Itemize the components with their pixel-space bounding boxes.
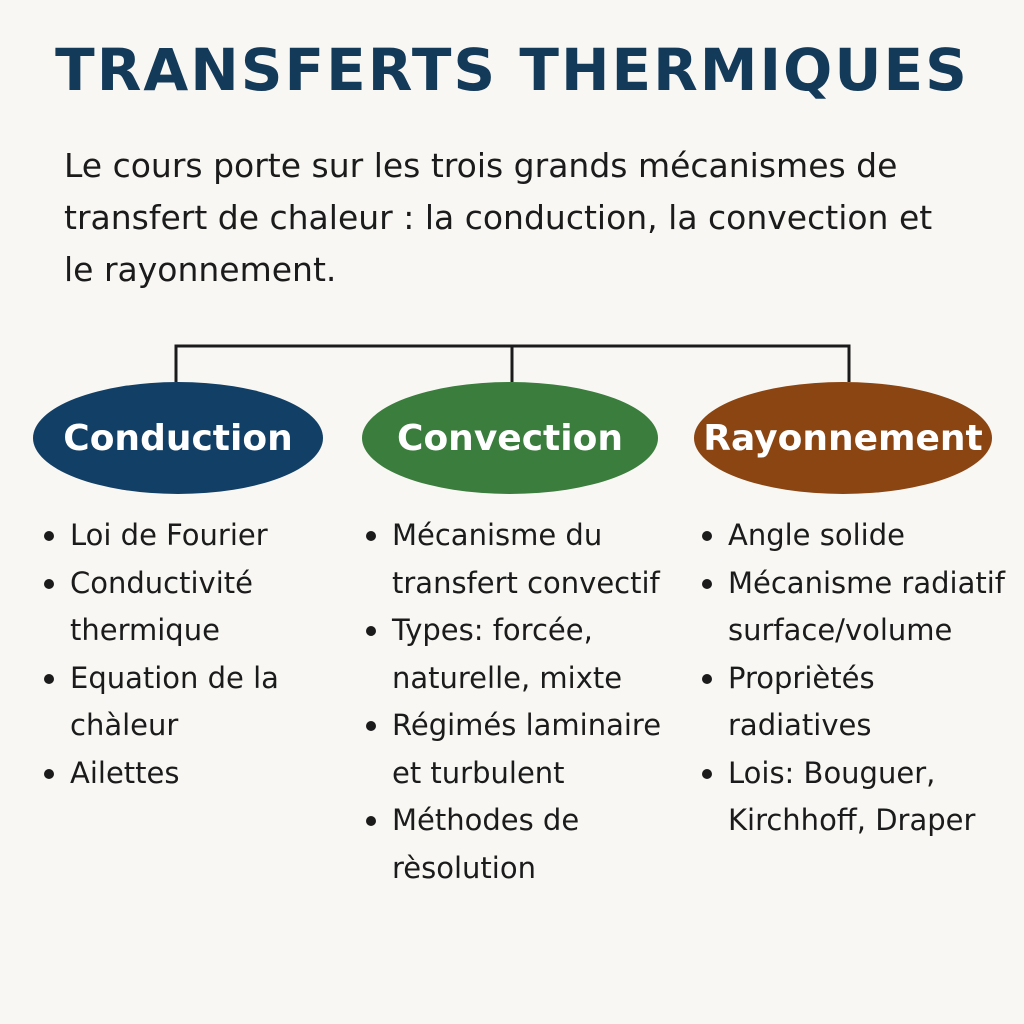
conduction-list: [40, 512, 350, 797]
node-conduction-label: Conduction: [63, 417, 293, 459]
list-item: Loi de Fourier: [40, 512, 350, 560]
convection-list: [362, 512, 682, 892]
rayonnement-list: [698, 512, 1018, 845]
node-convection-label: Convection: [397, 417, 623, 459]
list-item: Mécanisme du transfert convectif: [362, 512, 682, 607]
list-item: Méthodes de rèsolution: [362, 797, 682, 892]
list-item: Angle solide: [698, 512, 1018, 560]
list-item: Ailettes: [40, 750, 350, 798]
intro-text: Le cours porte sur les trois grands mécanismes de transfert de chaleur : la conduction, la convection et le rayonnement.: [64, 146, 933, 289]
list-item: Régimés laminaire et turbulent: [362, 702, 682, 797]
node-rayonnement: [694, 382, 992, 494]
node-rayonnement-label: Rayonnement: [703, 417, 983, 459]
list-item: Equation de la chàleur: [40, 655, 350, 750]
list-item: Mécanisme radiatif surface/volume: [698, 560, 1018, 655]
node-convection: [362, 382, 658, 494]
list-item: Propriètés radiatives: [698, 655, 1018, 750]
list-item: Types: forcée, naturelle, mixte: [362, 607, 682, 702]
page-title: TRANSFERTS THERMIQUES: [55, 36, 969, 104]
list-item: Lois: Bouguer, Kirchhoff, Draper: [698, 750, 1018, 845]
node-conduction: [33, 382, 323, 494]
list-item: Conductivité thermique: [40, 560, 350, 655]
